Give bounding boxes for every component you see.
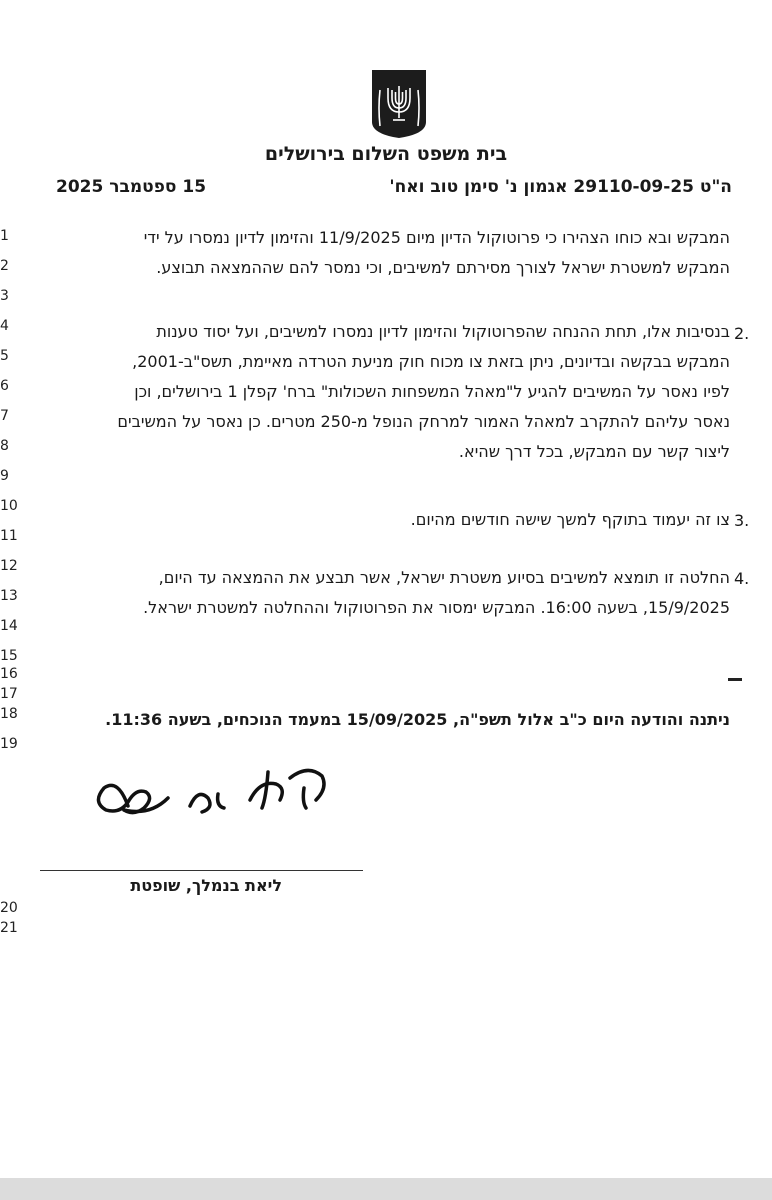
paragraph-number: 2. — [734, 324, 750, 343]
line-number: 15 — [0, 648, 18, 664]
line-number: 21 — [0, 920, 18, 936]
paragraph-line: המבקש בבקשה ובדיונים, ניתן בזאת צו מכוח חוק מניעת הטרדה מאיימת, תשס"ב-2001, — [132, 352, 730, 371]
line-number: 4 — [0, 318, 9, 334]
line-number: 8 — [0, 438, 9, 454]
signature-line — [40, 870, 363, 871]
line-number: 5 — [0, 348, 9, 364]
line-number: 1 — [0, 228, 9, 244]
paragraph-line: ליצור קשר עם המבקש, בכל דרך שהיא. — [458, 442, 730, 461]
paragraph-1 — [40, 223, 730, 283]
line-number: 19 — [0, 736, 18, 752]
dash-mark — [728, 678, 742, 681]
judge-name: ליאת בנמלך, שופטת — [130, 876, 282, 895]
court-name: בית משפט השלום בירושלים — [264, 143, 508, 165]
line-number: 3 — [0, 288, 9, 304]
paragraph-line: המבקש למשטרת ישראל לצורך מסירתם למשיבים, וכי נמסר להם שההמצאה תבוצע. — [156, 258, 730, 277]
line-number: 11 — [0, 528, 18, 544]
state-emblem-icon — [370, 68, 428, 140]
line-number: 2 — [0, 258, 9, 274]
paragraph-2 — [40, 317, 730, 467]
line-number: 9 — [0, 468, 9, 484]
paragraph-3 — [40, 505, 730, 535]
paragraph-4 — [40, 563, 730, 623]
line-number: 17 — [0, 686, 18, 702]
line-number: 20 — [0, 900, 18, 916]
decision-date: 15 ספטמבר 2025 — [56, 177, 207, 197]
paragraph-line: החלטה זו תומצא למשיבים בסיוע משטרת ישראל, אשר תבצע את ההמצאה עד היום, — [158, 568, 730, 587]
paragraph-line: בנסיבות אלו, תחת ההנחה שהפרוטוקול והזימון לדיון נמסרו למשיבים, ועל יסוד טענות — [156, 322, 730, 341]
line-number: 14 — [0, 618, 18, 634]
paragraph-line: נאסר עליהם להתקרב למאהל האמור למרחק הנופל מ-250 מטרים. כן נאסר על המשיבים — [117, 412, 730, 431]
line-number: 12 — [0, 558, 18, 574]
given-statement: ניתנה והודעה היום כ"ב אלול תשפ"ה, 15/09/2025 במעמד הנוכחים, בשעה 11:36. — [105, 710, 730, 729]
line-number: 13 — [0, 588, 18, 604]
line-number: 7 — [0, 408, 9, 424]
paragraph-line: לפיו נאסר על המשיבים להגיע ל"מאהל המשפחות השכולות" ברח' קפלן 1 בירושלים, וכן — [134, 382, 730, 401]
paragraph-number: 4. — [734, 569, 750, 588]
paragraph-number: 3. — [734, 511, 750, 530]
line-number: 18 — [0, 706, 18, 722]
page-bottom-edge — [0, 1178, 772, 1200]
paragraph-line: 15/9/2025, בשעה 16:00. המבקש ימסור את הפרוטוקול וההחלטה למשטרת ישראל. — [143, 598, 730, 617]
case-number: ה"ט 29110-09-25 אגמון נ' סימן טוב ואח' — [389, 177, 732, 197]
line-number: 6 — [0, 378, 9, 394]
judge-signature-icon — [90, 758, 340, 858]
paragraph-line: המבקש ובא כוחו הצהירו כי פרוטוקול הדיון מיום 11/9/2025 והזימון לדיון נמסרו על ידי — [143, 228, 730, 247]
paragraph-line: צו זה יעמוד בתוקף למשך שישה חודשים מהיום. — [410, 510, 730, 529]
line-number: 10 — [0, 498, 18, 514]
line-number: 16 — [0, 666, 18, 682]
